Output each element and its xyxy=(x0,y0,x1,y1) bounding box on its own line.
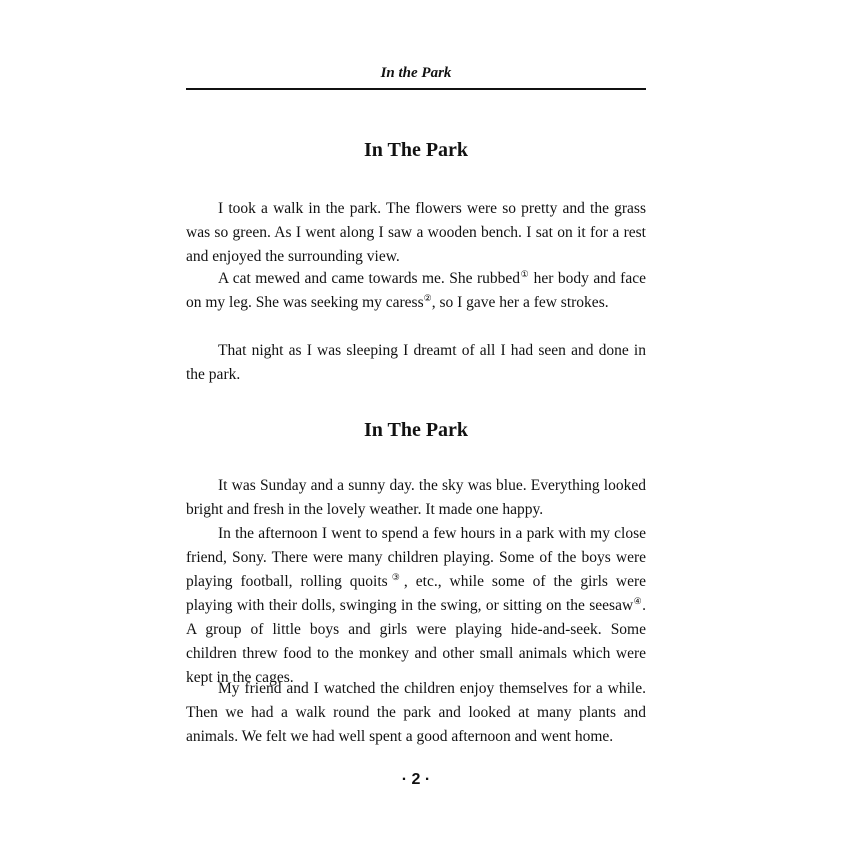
section-2-paragraph-2 xyxy=(186,522,646,690)
section-1-paragraph-3: That night as I was sleeping I dreamt of all I had seen and done in the park. xyxy=(186,342,646,383)
section-2-title: In The Park xyxy=(363,419,469,441)
paragraph-text: , so I gave her a few strokes. xyxy=(431,294,609,311)
footnote-marker-3: ③ xyxy=(387,571,404,582)
section-1-paragraph-2 xyxy=(186,267,646,315)
paragraph-text: , etc., while some of the girls were playing with their dolls, swinging in the swing, or sitting on the seesaw xyxy=(186,573,646,614)
paragraph-text: A cat mewed and came towards me. She rubbed xyxy=(218,270,520,287)
section-1-title: In The Park xyxy=(363,139,469,161)
section-1-paragraph-1: I took a walk in the park. The flowers were so pretty and the grass was so green. As I went along I saw a wooden bench. I sat on it for a rest and enjoyed the surrounding view. xyxy=(186,200,646,265)
paragraph-text: her body and face on my leg. She was seeking my caress xyxy=(186,270,646,311)
page-number: · 2 · xyxy=(401,771,431,788)
footnote-marker-2: ② xyxy=(423,292,432,303)
section-2-paragraph-3: My friend and I watched the children enjoy themselves for a while. Then we had a walk round the park and looked at many plants and animals. We felt we had well spent a good afternoon and went home. xyxy=(186,680,646,745)
paragraph-text: In the afternoon I went to spend a few hours in a park with my close friend, Sony. There were many children playing. Some of the boys were playing football, rolling quoits xyxy=(186,525,646,590)
paragraph-text: . A group of little boys and girls were playing hide-and-seek. Some children threw food to the monkey and other small animals which were kept in the cages. xyxy=(186,597,646,686)
header-rule xyxy=(186,88,646,90)
footnote-marker-4: ④ xyxy=(633,595,643,606)
section-2-paragraph-1: It was Sunday and a sunny day. the sky was blue. Everything looked bright and fresh in the lovely weather. It made one happy. xyxy=(186,477,646,518)
running-head: In the Park xyxy=(380,65,452,81)
footnote-marker-1: ① xyxy=(520,268,530,279)
